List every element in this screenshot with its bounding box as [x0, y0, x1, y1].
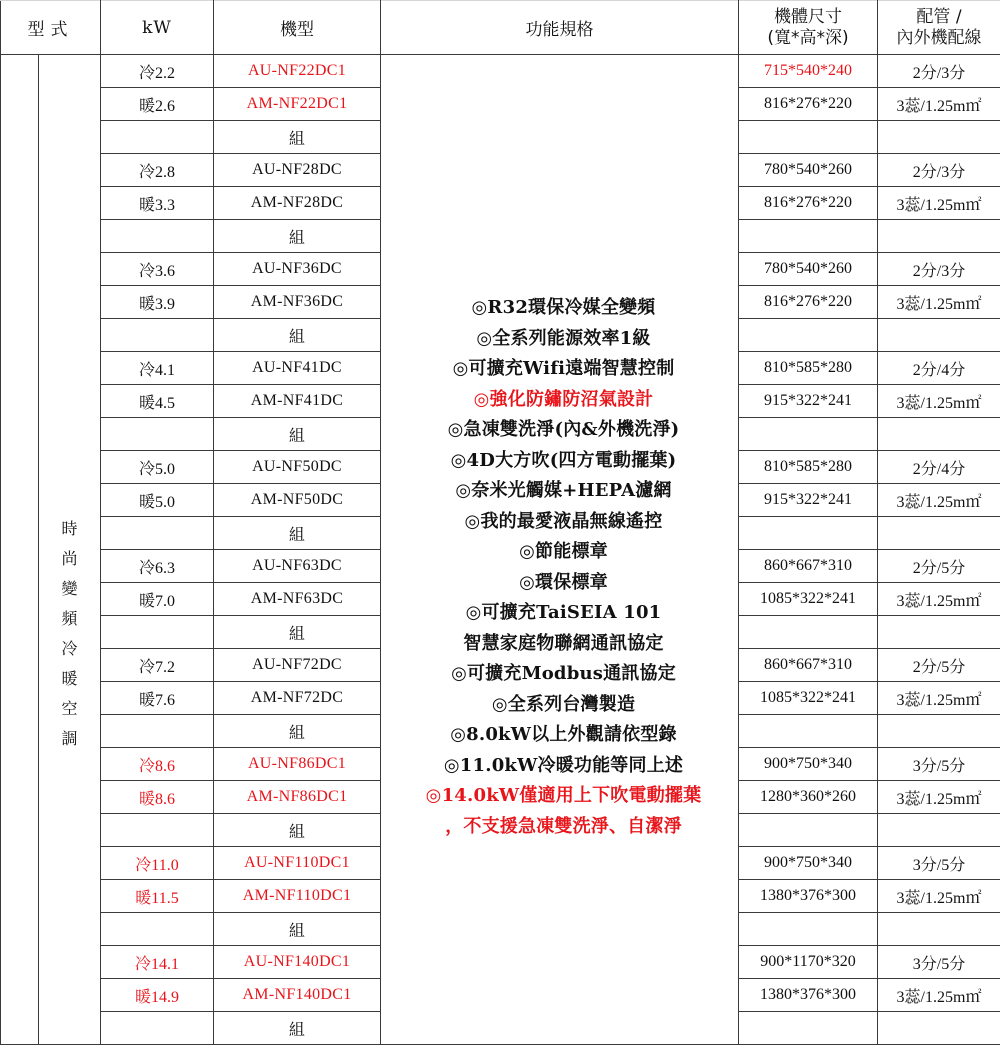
dimensions-cell: 1380*376*300 — [739, 979, 878, 1012]
piping-cell — [878, 814, 1000, 847]
kw-cell — [101, 220, 214, 253]
piping-cell: 2分/5分 — [878, 550, 1000, 583]
feature-item: ◎可擴充Wifi遠端智慧控制 — [452, 358, 675, 379]
piping-cell: 2分/4分 — [878, 352, 1000, 385]
feature-item: ◎奈米光觸媒+HEPA濾網 — [455, 480, 672, 501]
feature-item: ◎11.0kW冷暖功能等同上述 — [443, 754, 684, 776]
kw-cell: 暖7.6 — [101, 682, 214, 715]
kw-cell: 暖2.6 — [101, 88, 214, 121]
piping-cell — [878, 517, 1000, 550]
piping-cell: 3蕊/1.25m㎡ — [878, 286, 1000, 319]
kw-cell: 冷2.8 — [101, 154, 214, 187]
dimensions-cell: 810*585*280 — [739, 451, 878, 484]
model-cell: 組 — [214, 715, 381, 748]
feature-item: ◎可擴充TaiSEIA 101 — [465, 602, 662, 623]
piping-cell: 3分/5分 — [878, 847, 1000, 880]
piping-cell — [878, 1012, 1000, 1045]
piping-cell: 3蕊/1.25m㎡ — [878, 682, 1000, 715]
piping-cell: 3蕊/1.25m㎡ — [878, 88, 1000, 121]
outer-margin-cell — [1, 55, 39, 1045]
dimensions-cell: 816*276*220 — [739, 187, 878, 220]
kw-cell: 冷8.6 — [101, 748, 214, 781]
model-cell: 組 — [214, 616, 381, 649]
kw-cell — [101, 517, 214, 550]
dimensions-cell: 780*540*260 — [739, 154, 878, 187]
dimensions-cell: 900*1170*320 — [739, 946, 878, 979]
piping-cell — [878, 220, 1000, 253]
piping-cell: 3蕊/1.25m㎡ — [878, 484, 1000, 517]
model-cell: 組 — [214, 814, 381, 847]
piping-cell: 3分/5分 — [878, 946, 1000, 979]
kw-cell: 暖4.5 — [101, 385, 214, 418]
model-cell: AU-NF41DC — [214, 352, 381, 385]
model-cell: AU-NF63DC — [214, 550, 381, 583]
dimensions-cell: 715*540*240 — [739, 55, 878, 88]
dimensions-cell — [739, 715, 878, 748]
dimensions-cell: 1380*376*300 — [739, 880, 878, 913]
kw-cell: 冷3.6 — [101, 253, 214, 286]
kw-cell: 冷11.0 — [101, 847, 214, 880]
kw-cell: 冷2.2 — [101, 55, 214, 88]
dimensions-cell: 816*276*220 — [739, 88, 878, 121]
model-cell: AU-NF86DC1 — [214, 748, 381, 781]
feature-item: ◎R32環保冷媒全變頻 — [471, 297, 656, 318]
dimensions-cell: 900*750*340 — [739, 847, 878, 880]
piping-cell — [878, 121, 1000, 154]
piping-cell — [878, 616, 1000, 649]
model-cell: AU-NF50DC — [214, 451, 381, 484]
kw-cell — [101, 715, 214, 748]
piping-cell: 2分/3分 — [878, 253, 1000, 286]
feature-item: ◎可擴充Modbus通訊協定 — [451, 663, 676, 684]
dimensions-cell: 915*322*241 — [739, 484, 878, 517]
dimensions-cell — [739, 319, 878, 352]
dimensions-cell: 1085*322*241 — [739, 682, 878, 715]
feature-item: ◎強化防鏽防沼氣設計 — [473, 388, 654, 410]
feature-item: ◎8.0kW以上外觀請依型錄 — [450, 724, 677, 745]
model-cell: 組 — [214, 121, 381, 154]
feature-item: ◎環保標章 — [519, 571, 608, 593]
kw-cell: 暖7.0 — [101, 583, 214, 616]
feature-item: 智慧家庭物聯網通訊協定 — [463, 632, 664, 654]
feature-item: ◎4D大方吹(四方電動擺葉) — [450, 449, 677, 471]
dimensions-cell: 780*540*260 — [739, 253, 878, 286]
kw-cell — [101, 616, 214, 649]
model-cell: AU-NF22DC1 — [214, 55, 381, 88]
dimensions-cell — [739, 1012, 878, 1045]
piping-cell: 3蕊/1.25m㎡ — [878, 979, 1000, 1012]
kw-cell — [101, 814, 214, 847]
kw-cell — [101, 913, 214, 946]
piping-cell — [878, 319, 1000, 352]
header-piping — [878, 1, 1000, 55]
kw-cell: 暖14.9 — [101, 979, 214, 1012]
model-cell: AM-NF41DC — [214, 385, 381, 418]
category-char: 暖 — [61, 670, 78, 688]
category-char: 尚 — [61, 550, 78, 568]
model-cell: AM-NF28DC — [214, 187, 381, 220]
model-cell: 組 — [214, 220, 381, 253]
dimensions-cell: 860*667*310 — [739, 649, 878, 682]
kw-cell: 冷6.3 — [101, 550, 214, 583]
header-features: 功能規格 — [381, 1, 739, 55]
model-cell: AM-NF110DC1 — [214, 880, 381, 913]
dimensions-cell — [739, 220, 878, 253]
model-cell: AU-NF110DC1 — [214, 847, 381, 880]
feature-item: ◎14.0kW僅適用上下吹電動擺葉 — [425, 785, 702, 806]
feature-item: ◎全系列台灣製造 — [491, 693, 636, 715]
kw-cell: 冷4.1 — [101, 352, 214, 385]
model-cell: 組 — [214, 319, 381, 352]
kw-cell: 冷5.0 — [101, 451, 214, 484]
dimensions-cell — [739, 616, 878, 649]
dimensions-cell — [739, 121, 878, 154]
model-cell: AM-NF72DC — [214, 682, 381, 715]
model-cell: AM-NF22DC1 — [214, 88, 381, 121]
kw-cell: 暖3.9 — [101, 286, 214, 319]
feature-item: ◎節能標章 — [519, 541, 608, 562]
model-cell: 組 — [214, 418, 381, 451]
piping-cell: 3蕊/1.25m㎡ — [878, 583, 1000, 616]
piping-cell: 3蕊/1.25m㎡ — [878, 781, 1000, 814]
category-char: 時 — [61, 520, 78, 538]
piping-cell: 3蕊/1.25m㎡ — [878, 880, 1000, 913]
piping-cell: 3分/5分 — [878, 748, 1000, 781]
category-cell — [39, 55, 101, 1045]
header-piping-line1: 配管 / — [916, 6, 962, 27]
header-dimensions-line1: 機體尺寸 — [774, 6, 842, 27]
piping-cell — [878, 913, 1000, 946]
model-cell: AM-NF50DC — [214, 484, 381, 517]
piping-cell: 2分/3分 — [878, 154, 1000, 187]
piping-cell: 2分/5分 — [878, 649, 1000, 682]
piping-cell: 3蕊/1.25m㎡ — [878, 187, 1000, 220]
piping-cell: 3蕊/1.25m㎡ — [878, 385, 1000, 418]
header-piping-line2: 內外機配線 — [896, 27, 982, 48]
dimensions-cell: 1280*360*260 — [739, 781, 878, 814]
category-char: 調 — [61, 730, 78, 748]
piping-cell — [878, 418, 1000, 451]
feature-item: ，不支援急凍雙洗淨、自潔淨 — [445, 815, 682, 837]
header-kw: kW — [101, 1, 214, 55]
dimensions-cell: 900*750*340 — [739, 748, 878, 781]
dimensions-cell — [739, 814, 878, 847]
kw-cell — [101, 418, 214, 451]
table-body — [1, 55, 1000, 1045]
category-char: 變 — [61, 580, 78, 598]
dimensions-cell — [739, 913, 878, 946]
kw-cell: 暖11.5 — [101, 880, 214, 913]
model-cell: AM-NF86DC1 — [214, 781, 381, 814]
model-cell: AM-NF63DC — [214, 583, 381, 616]
header-row — [1, 1, 1000, 55]
dimensions-cell: 816*276*220 — [739, 286, 878, 319]
kw-cell: 暖5.0 — [101, 484, 214, 517]
feature-item: ◎急凍雙洗淨(內&外機洗淨) — [447, 419, 680, 440]
model-cell: AM-NF36DC — [214, 286, 381, 319]
category-char: 空 — [61, 700, 78, 718]
dimensions-cell — [739, 418, 878, 451]
kw-cell: 冷7.2 — [101, 649, 214, 682]
model-cell: AM-NF140DC1 — [214, 979, 381, 1012]
piping-cell: 2分/4分 — [878, 451, 1000, 484]
dimensions-cell: 810*585*280 — [739, 352, 878, 385]
kw-cell — [101, 121, 214, 154]
kw-cell — [101, 1012, 214, 1045]
header-dimensions — [739, 1, 878, 55]
kw-cell — [101, 319, 214, 352]
category-char: 頻 — [61, 610, 78, 628]
feature-item: ◎我的最愛液晶無線遙控 — [464, 510, 663, 532]
model-cell: 組 — [214, 517, 381, 550]
kw-cell: 暖8.6 — [101, 781, 214, 814]
features-cell — [381, 55, 739, 1045]
piping-cell: 2分/3分 — [878, 55, 1000, 88]
model-cell: AU-NF28DC — [214, 154, 381, 187]
header-type: 型式 — [1, 1, 101, 55]
dimensions-cell — [739, 517, 878, 550]
dimensions-cell: 915*322*241 — [739, 385, 878, 418]
model-cell: AU-NF72DC — [214, 649, 381, 682]
model-cell: AU-NF140DC1 — [214, 946, 381, 979]
model-cell: 組 — [214, 913, 381, 946]
piping-cell — [878, 715, 1000, 748]
header-model: 機型 — [214, 1, 381, 55]
table-row — [1, 55, 1000, 88]
header-dimensions-line2: (寬*高*深) — [767, 27, 849, 48]
category-char: 冷 — [61, 640, 78, 658]
kw-cell: 暖3.3 — [101, 187, 214, 220]
dimensions-cell: 1085*322*241 — [739, 583, 878, 616]
dimensions-cell: 860*667*310 — [739, 550, 878, 583]
feature-item: ◎全系列能源效率1級 — [476, 327, 651, 349]
model-cell: AU-NF36DC — [214, 253, 381, 286]
kw-cell: 冷14.1 — [101, 946, 214, 979]
model-cell: 組 — [214, 1012, 381, 1045]
